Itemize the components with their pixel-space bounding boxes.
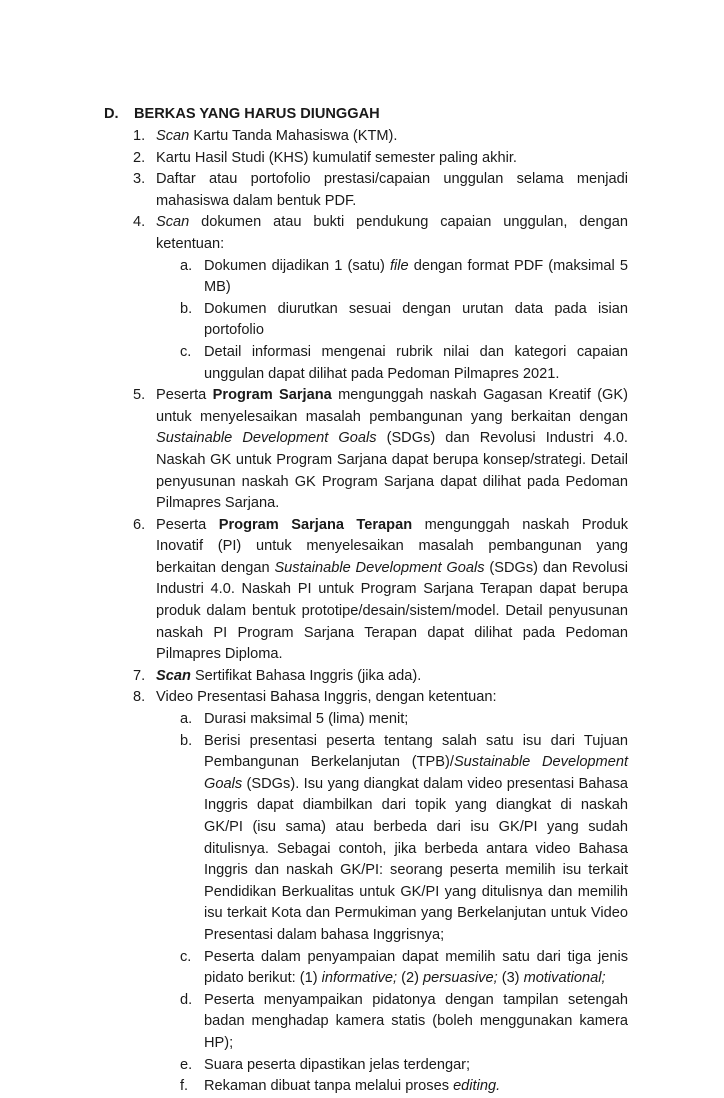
text-run: Peserta [156, 387, 213, 404]
sub-item-letter: a. [180, 257, 193, 274]
item-text [156, 666, 628, 688]
item-number: 8. [133, 689, 146, 706]
text-run: Program Sarjana [212, 387, 332, 404]
section-letter: D. [104, 106, 119, 122]
sub-item [156, 256, 628, 299]
item-number: 1. [133, 128, 146, 144]
text-run: Daftar atau portofolio prestasi/capaian unggulan selama menjadi mahasiswa dalam bentuk PDF. [156, 171, 628, 209]
sub-item-text [204, 1055, 628, 1077]
sub-item [156, 299, 628, 342]
text-run: Sustainable Development Goals [204, 754, 628, 792]
sub-item-letter: b. [180, 300, 193, 317]
sub-item-text [204, 947, 628, 990]
item-number: 7. [133, 667, 146, 684]
text-run: persuasive; [423, 970, 498, 987]
text-run: Rekaman dibuat tanpa melalui proses [204, 1078, 454, 1095]
sub-item-text [204, 731, 628, 947]
item-number: 5. [133, 387, 146, 404]
sub-item-letter: e. [180, 1056, 193, 1073]
sub-item-letter: c. [180, 343, 192, 360]
sub-item [156, 342, 628, 385]
list-item [104, 385, 628, 515]
sub-item [156, 1055, 628, 1077]
sub-item-letter: a. [180, 711, 193, 728]
text-run: (SDGs) dan Revolusi Industri 4.0. Naskah PI untuk Program Sarjana Terapan dapat berupa produk dalam bentuk prototipe/desain/sistem/model. Detail penyusunan naskah PI Program Sarjana Terapan dapat dilihat pada Pedoman Pilmapres Diploma. [156, 559, 629, 663]
list-item [104, 666, 628, 688]
sub-item [156, 990, 628, 1055]
requirements-list [104, 126, 628, 1098]
text-run: dokumen atau bukti pendukung capaian unggulan, dengan ketentuan: [156, 214, 628, 252]
text-run: informative; [321, 970, 398, 987]
text-run: Sustainable Development Goals [156, 430, 377, 447]
item-text [156, 385, 628, 515]
list-item [104, 169, 628, 212]
section-d [104, 104, 628, 1098]
section-title: BERKAS YANG HARUS DIUNGGAH [134, 106, 380, 122]
text-run: editing. [453, 1078, 501, 1095]
text-run: Program Sarjana Terapan [218, 516, 413, 533]
text-run: motivational; [523, 970, 606, 987]
sub-item [156, 1076, 628, 1098]
text-run: (3) [497, 970, 524, 987]
text-run: Peserta [156, 516, 219, 533]
item-text [156, 126, 628, 148]
list-item [104, 515, 628, 666]
text-run: dengan format PDF (maksimal 5 MB) [204, 257, 628, 296]
text-run: Sustainable Development Goals [274, 559, 485, 576]
item-number: 3. [133, 171, 146, 188]
item-text [156, 212, 628, 255]
sub-item-text [204, 256, 628, 299]
text-run: Suara peserta dipastikan jelas terdengar; [204, 1056, 471, 1073]
text-run: (2) [397, 970, 424, 987]
text-run: Peserta dalam penyampaian dapat memilih satu dari tiga jenis pidato berikut: (1) [204, 948, 628, 987]
text-run: (SDGs). Isu yang diangkat dalam video presentasi Bahasa Inggris dapat diambilkan dari topik yang diangkat di naskah GK/PI (isu sama) atau berbeda dari isu GK/PI yang sudah ditulisnya. Sebagai contoh, jika berbeda antara video Bahasa Inggris dan naskah GK/PI: seorang peserta memilih isu terkait Pendidikan Berkualitas untuk GK/PI yang ditulisnya dan memilih isu terkait Kota dan Permukiman yang Berkelanjutan untuk Video Presentasi dalam bahasa Inggrisnya; [204, 775, 628, 943]
sub-item-text [204, 299, 628, 342]
text-run: mengunggah naskah Produk Inovatif (PI) untuk menyelesaikan masalah pembangunan yang berkaitan dengan [156, 516, 629, 576]
item-number: 2. [133, 149, 146, 166]
list-item [104, 126, 628, 148]
item-text [156, 148, 628, 170]
text-run: Scan [156, 214, 190, 231]
sub-item-letter: f. [180, 1078, 189, 1095]
text-run: Berisi presentasi peserta tentang salah satu isu dari Tujuan Pembangunan Berkelanjutan (TPB)/ [204, 732, 628, 771]
sub-item [156, 947, 628, 990]
item-text [156, 515, 628, 666]
text-run: Kartu Hasil Studi (KHS) kumulatif semester paling akhir. [156, 149, 517, 166]
text-run: Sertifikat Bahasa Inggris (jika ada). [190, 667, 422, 684]
text-run: Kartu Tanda Mahasiswa (KTM). [189, 128, 398, 144]
text-run: Peserta menyampaikan pidatonya dengan tampilan setengah badan menghadap kamera statis (boleh menggunakan kamera HP); [204, 991, 628, 1051]
text-run: mengunggah naskah Gagasan Kreatif (GK) untuk menyelesaikan masalah pembangunan yang berkaitan dengan [156, 387, 628, 425]
text-run: Dokumen dijadikan 1 (satu) [204, 257, 390, 274]
sub-item-letter: c. [180, 948, 192, 965]
text-run: Scan [156, 667, 191, 684]
sub-item-text [204, 1076, 628, 1098]
sub-item-letter: d. [180, 991, 193, 1008]
sub-list [156, 256, 628, 386]
sub-item-text [204, 990, 628, 1055]
item-text [156, 169, 628, 212]
item-text [156, 687, 628, 709]
sub-item [156, 731, 628, 947]
sub-item-letter: b. [180, 732, 193, 749]
section-heading [104, 104, 628, 126]
item-number: 6. [133, 516, 146, 533]
text-run: Scan [156, 128, 190, 144]
sub-item-text [204, 342, 628, 385]
sub-item [156, 709, 628, 731]
sub-list [156, 709, 628, 1098]
list-item [104, 212, 628, 385]
text-run: (SDGs) dan Revolusi Industri 4.0. Naskah GK untuk Program Sarjana dapat berupa konsep/strategi. Detail penyusunan naskah GK Program Sarjana dapat dilihat pada Pedoman Pilmapres Sarjana. [156, 430, 628, 512]
item-number: 4. [133, 214, 146, 231]
text-run: Detail informasi mengenai rubrik nilai dan kategori capaian unggulan dapat dilihat pada Pedoman Pilmapres 2021. [204, 343, 628, 382]
list-item [104, 687, 628, 1097]
text-run: Video Presentasi Bahasa Inggris, dengan ketentuan: [156, 689, 497, 706]
text-run: Durasi maksimal 5 (lima) menit; [204, 711, 409, 728]
sub-item-text [204, 709, 628, 731]
text-run: Dokumen diurutkan sesuai dengan urutan data pada isian portofolio [204, 300, 628, 339]
list-item [104, 148, 628, 170]
text-run: file [389, 257, 409, 274]
